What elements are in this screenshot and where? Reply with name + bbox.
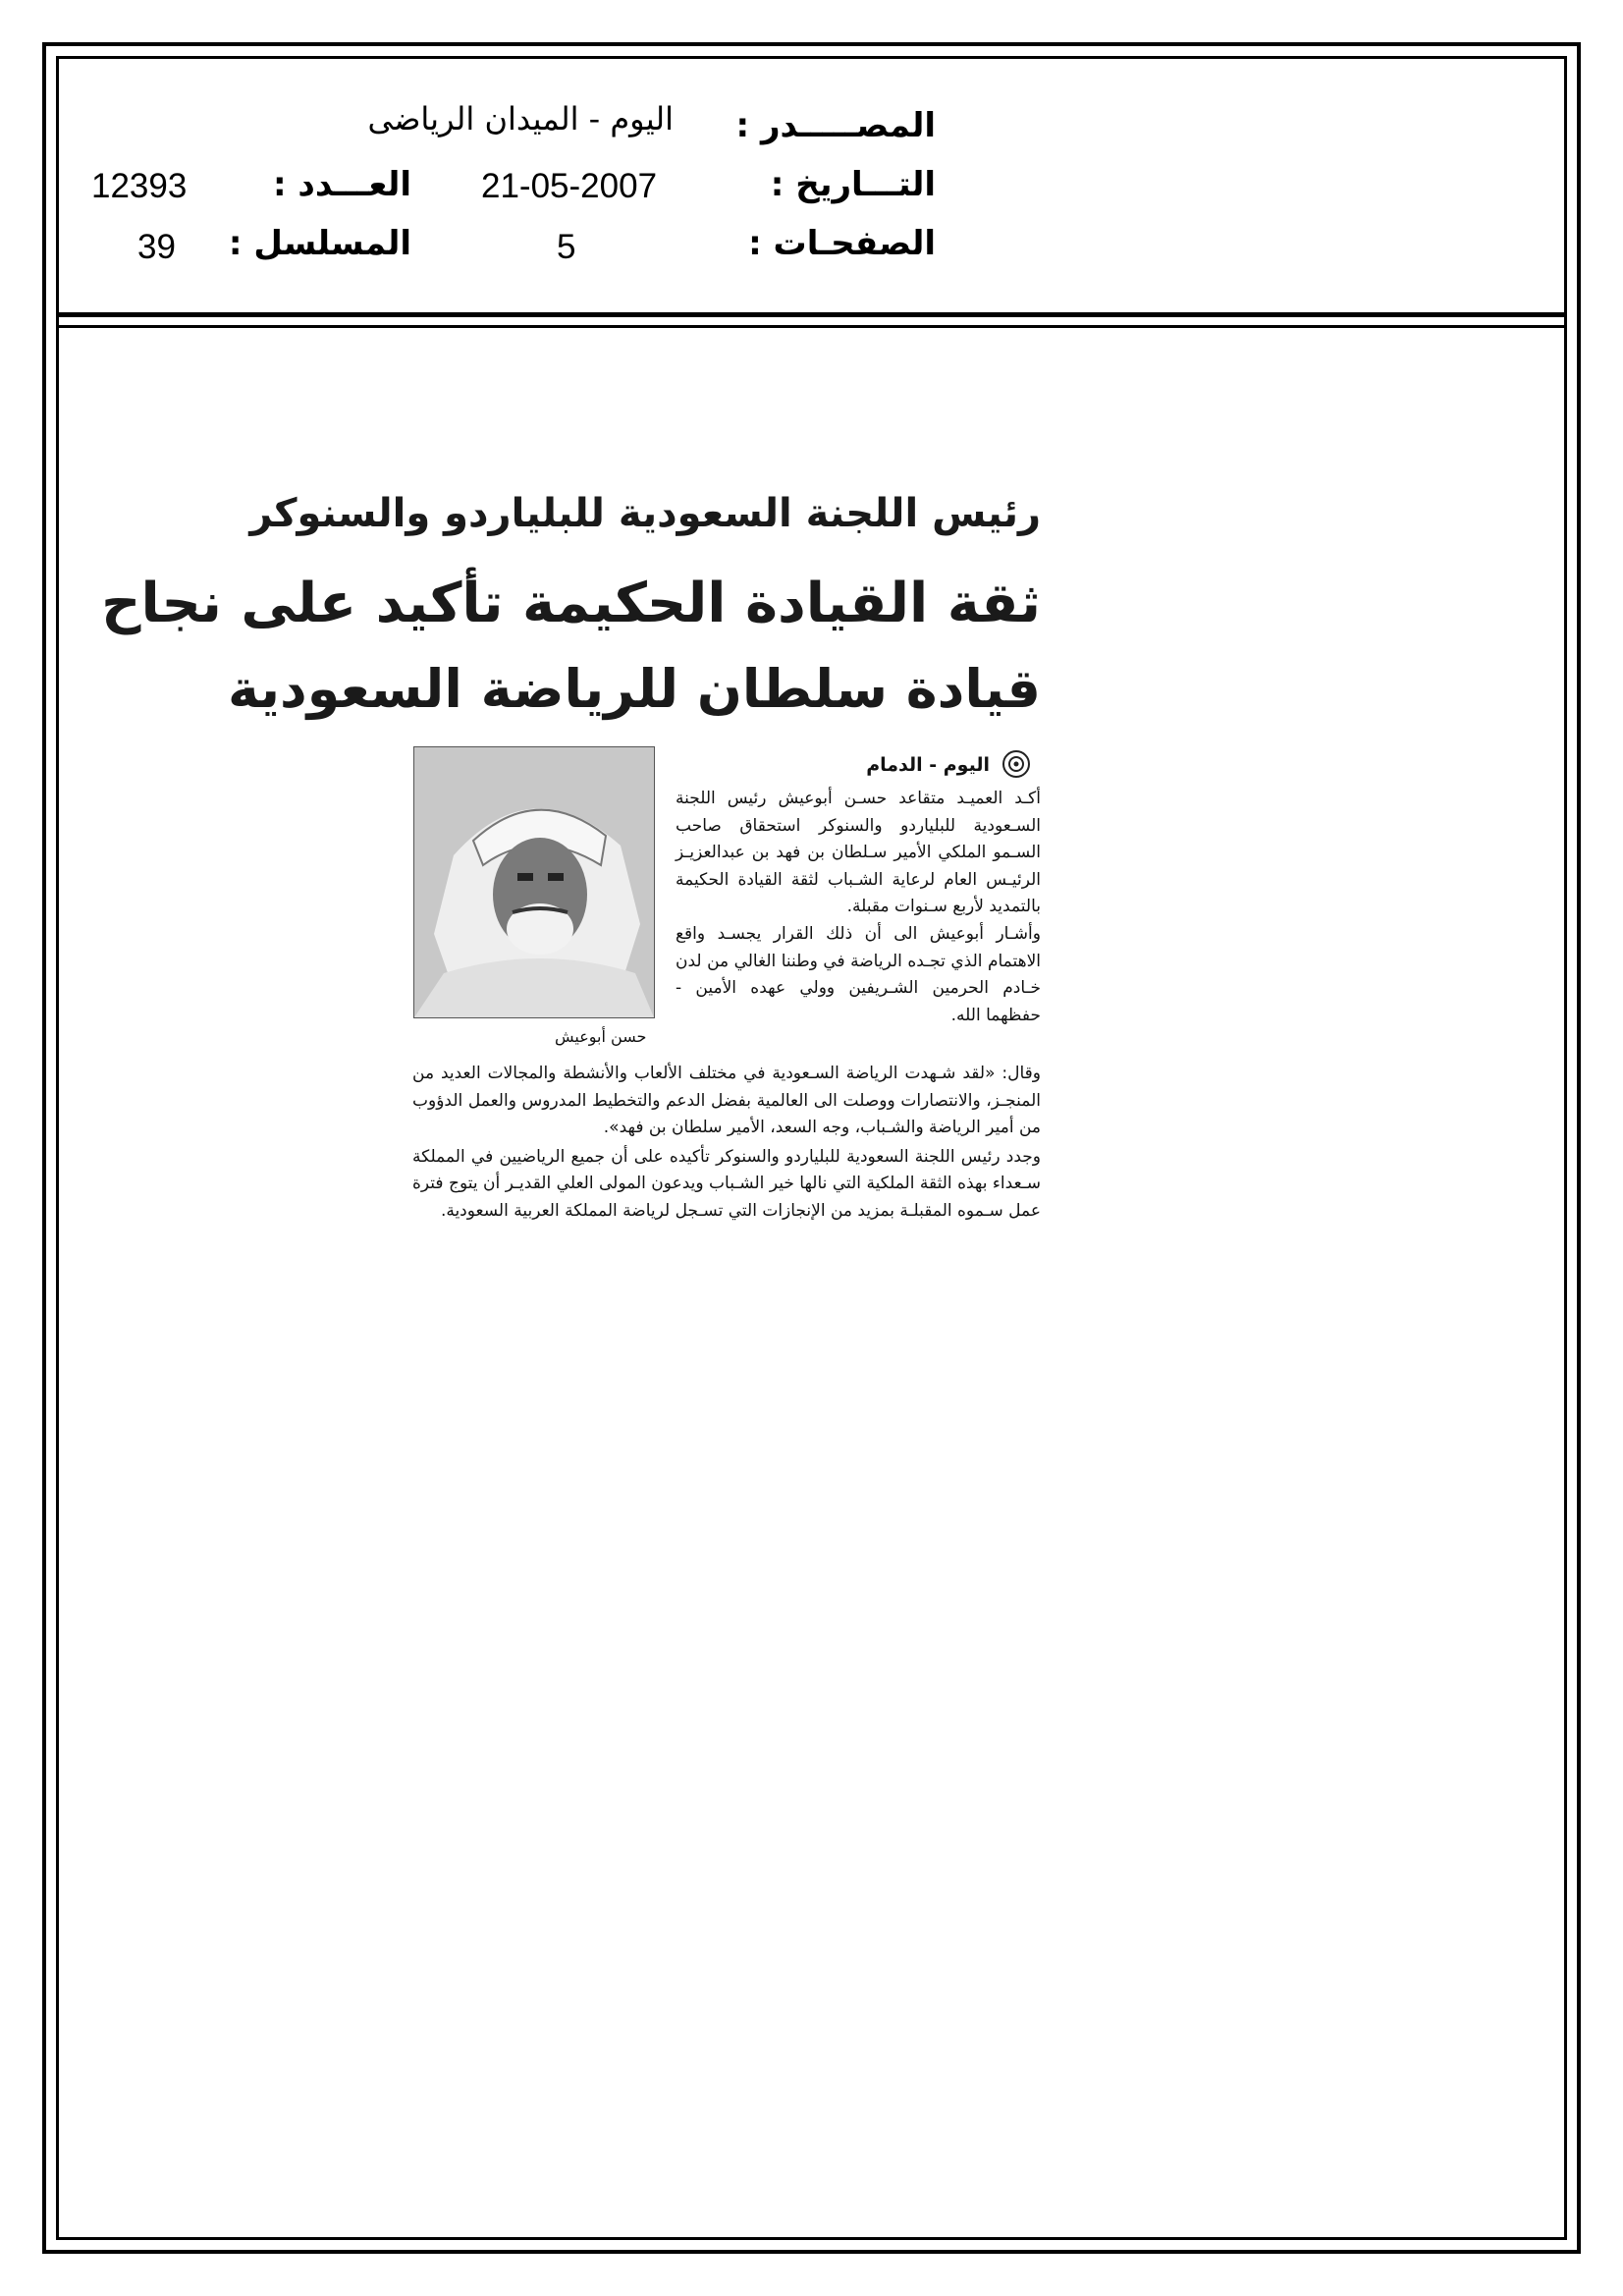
portrait-photo [413,746,655,1018]
header-divider-thin [56,325,1567,328]
header-divider [56,312,1567,317]
date-label: التـــاريخ : [770,165,936,204]
paragraph-3: وقال: «لقد شـهدت الرياضة السـعودية في مختلف الألعاب والأنشطة والمجالات العديد من المنجـز، والانتصارات ووصلت الى العالمية بفضل الدعم والتخطيط المدروس والعمل الدؤوب من أمير الرياضة والشـباب، وجه السعد، الأمير سلطان بن فهد». [412,1064,1041,1138]
article-dateline: اليوم - الدمام [866,754,990,776]
article-body-wide [412,1061,1041,1228]
paragraph-1: أكـد العميـد متقاعد حسـن أبوعيش رئيس اللجنة السـعودية للبلياردو والسنوكر استحقاق صاحب السـمو الملكي الأمير سـلطان بن فهد بن عبدالعزيـز الرئيـس العام لرعاية الشـباب لثقة القيادة الحكيمة بالتمديد لأربع سـنوات مقبلة. [676,789,1041,917]
portrait-image [414,747,654,1017]
pages-label: الصفحـات : [748,224,936,263]
source-value: اليوم - الميدان الرياضى [367,100,674,137]
serial-label: المسلسل : [228,224,411,263]
date-value: 21-05-2007 [481,167,658,205]
paragraph-4: وجدد رئيس اللجنة السعودية للبلياردو والسنوكر تأكيده على أن جميع الرياضيين في المملكة سـعداء بهذه الثقة الملكية التي نالها خير الشـباب ويدعون المولى العلي القديـر أن يتوج فترة عمل سـموه المقبلـة بمزيد من الإنجازات التي تسـجل لرياضة المملكة العربية السعودية. [412,1146,1041,1221]
photo-caption: حسن أبوعيش [555,1027,647,1046]
article-subheadline: قيادة سلطان للرياضة السعودية [228,658,1041,720]
newspaper-logo-icon [1001,749,1031,779]
issue-value: 12393 [91,167,188,205]
pages-value: 5 [557,228,576,266]
article-body-column [676,786,1041,1029]
article-kicker: رئيس اللجنة السعودية للبلياردو والسنوكر [249,491,1041,536]
article-headline: ثقة القيادة الحكيمة تأكيد على نجاح [101,572,1041,635]
source-label: المصـــــدر : [735,106,936,145]
issue-label: العـــدد : [273,165,411,204]
paragraph-2: وأشـار أبوعيش الى أن ذلك القرار يجسـد واقع الاهتمام الذي تجـده الرياضة في وطننا الغالي من لدن خـادم الحرمين الشـريفين وولي عهده الأمين - حفظهما الله. [676,923,1041,1025]
newspaper-clipping [101,462,1070,1306]
serial-value: 39 [137,228,176,266]
